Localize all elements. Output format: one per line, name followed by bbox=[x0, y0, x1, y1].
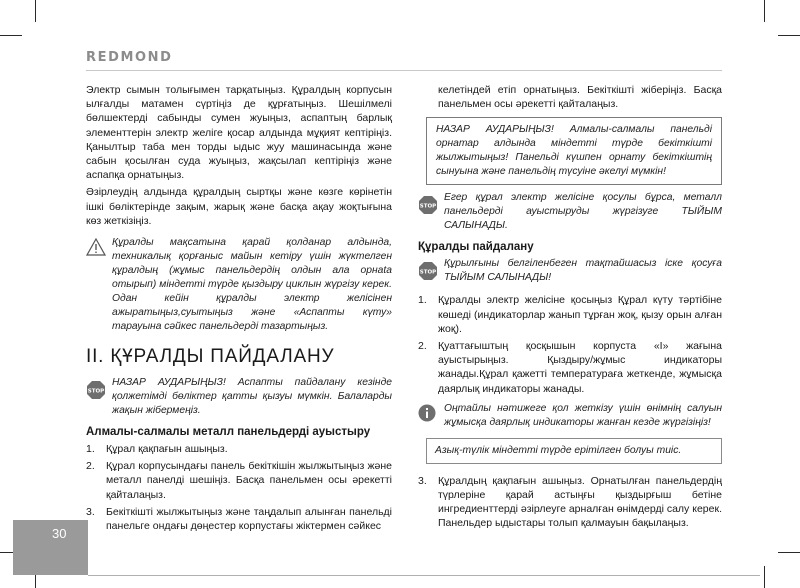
svg-text:STOP: STOP bbox=[87, 388, 105, 395]
notice-box bbox=[426, 117, 722, 185]
step-number: 1. bbox=[86, 443, 95, 456]
crop-mark bbox=[0, 35, 22, 36]
section-title: II. ҚҰРАЛДЫ ПАЙДАЛАНУ bbox=[86, 346, 335, 368]
warning-triangle-icon bbox=[86, 238, 106, 256]
paragraph: келетіндей етіп орнатыңыз. Бекіткішті жіберіңіз. Басқа панельмен осы әрекетті қайталаңыз. bbox=[438, 84, 722, 111]
warning-text: Құралды мақсатына қарай қолданар алдында, техникалық қорғаныс майын кетіру үшін жүктелген құралдың (жұмыс панельдердің олдын ала орнаta отырып) міндетті түрде қыздыру циклын жүргізу керек. Одан кейін құралды электр желісінен ажыратыңыз,суытыңыз және «Аспапты күту» тарауына сәйкес панельдерді тазартыңыз. bbox=[112, 237, 392, 333]
paragraph: Электр сымын толығымен тарқатыңыз. Құралдың корпусын ылғалды матамен сүртіңіз де құрғатыңыз. Шешілмелі бөлшектерді сабынды сумен жуыңыз, аспаптың барлық элементтерін электр желіге қосар алдында мұқият кептіріңіз. Қанылтыр таба мен торды ыдыс жуу машинасында және сабын қосылған суда жуыңыз, жақсылап кептіріңіз және аспапқа орнатыңыз. bbox=[86, 84, 392, 182]
left-column bbox=[86, 83, 392, 536]
step-text: Құрал қақпағын ашыңыз. bbox=[106, 443, 228, 456]
page-number-tab bbox=[13, 520, 88, 575]
list-item bbox=[86, 459, 392, 502]
notice-text: НАЗАР АУДАРЫҢЫЗ! Алмалы-салмалы панельді орнатар алдында міндетті түрде бекіткішті жылжытыңыз! Панельді күшпен орнату бекіткіштің сынуына және панельдің түсуіне әкелуі мүмкін! bbox=[436, 124, 712, 178]
footer-divider bbox=[88, 575, 760, 576]
step-text: Қуаттағыштың қосқышын корпуста «I» жағына ауыстырыңыз. Қыздыру/жұмыс индикаторы жанады.Құрал қажетті температураға жеткенде, жұмысқа даярлық индикаторы жанады. bbox=[438, 340, 722, 395]
list-item bbox=[418, 474, 722, 531]
stop-note bbox=[418, 257, 722, 285]
page-number: 30 bbox=[52, 526, 67, 541]
crop-mark bbox=[778, 35, 800, 36]
warning-note bbox=[86, 236, 392, 334]
step-number: 2. bbox=[418, 340, 427, 353]
step-text: Құрал корпусындағы панель бекіткішін жылжытыңыз және металл панелді шешіңіз. Басқа панельмен осы әрекетті қайталаңыз. bbox=[106, 460, 392, 501]
svg-text:STOP: STOP bbox=[419, 203, 437, 210]
stop-icon bbox=[418, 261, 438, 281]
info-icon bbox=[418, 404, 436, 422]
notice-box bbox=[426, 438, 722, 464]
step-text: Құралды электр желісіне қосыңыз Құрал күту тәртібіне көшеді (индикаторлар жанып тұрған жоқ, қызу орын алған жоқ). bbox=[438, 294, 722, 335]
list-item bbox=[86, 505, 392, 533]
notice-text: Азық-түлік міндетті түрде ерітілген болуы тиіс. bbox=[435, 444, 682, 456]
list-item bbox=[86, 442, 392, 456]
steps-list bbox=[418, 474, 722, 531]
list-item bbox=[418, 339, 722, 396]
step-number: 1. bbox=[418, 294, 427, 307]
stop-text: НАЗАР АУДАРЫҢЫЗ! Аспапты пайдалану кезінде қолжетімді бөліктер қатты қызуы мүмкін. Балаларды жақын жібермеңіз. bbox=[112, 377, 392, 417]
stop-note bbox=[86, 376, 392, 418]
step-number: 3. bbox=[86, 505, 95, 518]
steps-list bbox=[86, 442, 392, 533]
info-text: Оңтайлы нәтижеге қол жеткізу үшін өнімнің салуын жұмысқа даярлық индикаторы жанған кезде жүргізіңіз! bbox=[444, 402, 722, 428]
crop-mark bbox=[35, 0, 36, 22]
step-text: Бекіткішті жылжытыңыз және таңдалып алынған панельді панельге ондағы дөңестер корпустағы жіктермен сәйкес bbox=[106, 505, 392, 533]
paragraph: Әзірлеудің алдында құралдың сыртқы және көзге көрінетін ішкі бөліктерінде зақым, жарық және басқа ақау жоқтығына көз жеткізіңіз. bbox=[86, 186, 392, 227]
step-number: 3. bbox=[418, 474, 427, 487]
info-note bbox=[418, 402, 722, 430]
right-column bbox=[418, 83, 722, 534]
stop-text: Құрылғыны белгіленбеген тақтайшасыз іске қосуға ТЫЙЫМ САЛЫНАДЫ! bbox=[444, 258, 722, 284]
crop-mark bbox=[764, 0, 765, 22]
list-item bbox=[418, 293, 722, 336]
subheading: Құралды пайдалану bbox=[418, 241, 534, 254]
stop-note bbox=[418, 191, 722, 233]
svg-text:STOP: STOP bbox=[419, 269, 437, 276]
step-number: 2. bbox=[86, 460, 95, 473]
step-text: Құралдың қақпағын ашыңыз. Орнатылған панельдердің түрлеріне қарай астыңғы қыздырғыш бетіне ингредиенттерді әзірлеуге арналған өнімдерді салу керек. Панельдер ыдыстары толып қалмауын бақылаңыз. bbox=[438, 474, 722, 530]
stop-icon bbox=[86, 380, 106, 400]
crop-mark bbox=[778, 552, 800, 553]
crop-mark bbox=[764, 566, 765, 588]
stop-text: Егер құрал электр желісіне қосулы бұрса, металл панельдерді ауыстыруды жүргізуге ТЫЙЫМ САЛЫНАДЫ. bbox=[444, 192, 722, 232]
brand-logo: REDMOND bbox=[86, 50, 173, 65]
subheading: Алмалы-салмалы металл панельдерді ауыстыру bbox=[86, 426, 371, 439]
header-divider bbox=[86, 70, 722, 71]
steps-list bbox=[418, 293, 722, 395]
stop-icon bbox=[418, 195, 438, 215]
